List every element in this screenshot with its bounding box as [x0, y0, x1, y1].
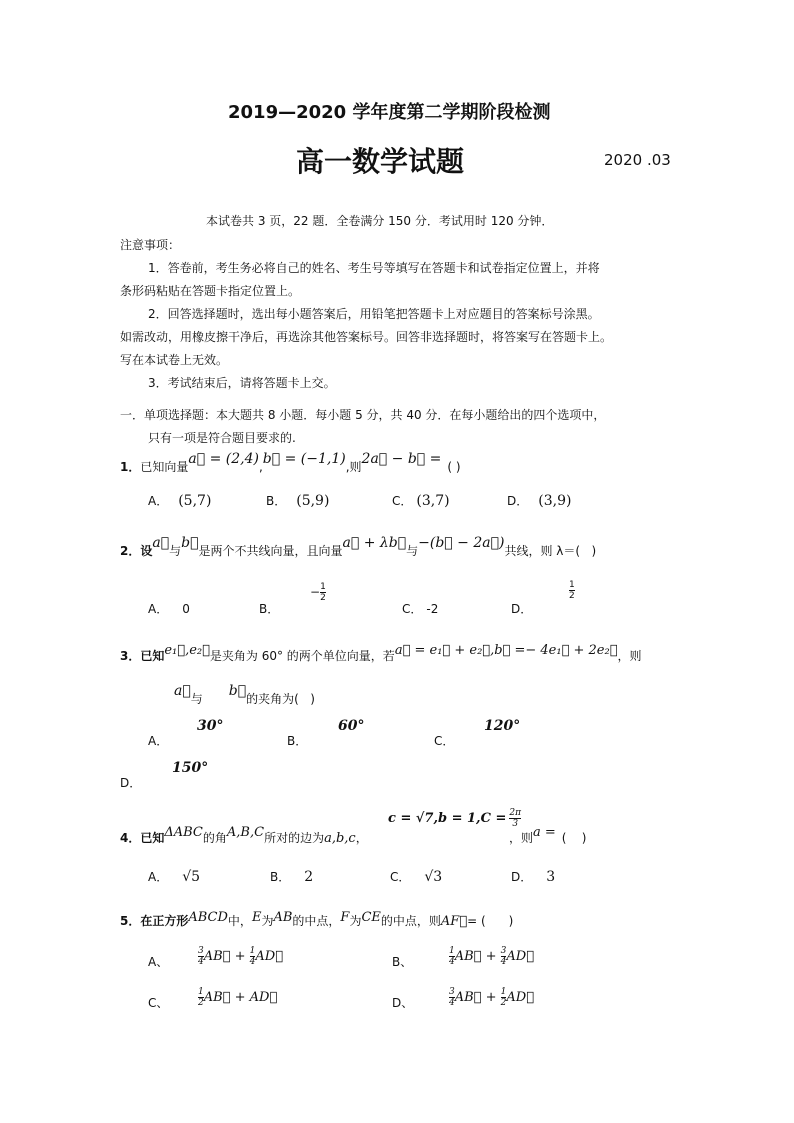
option-label: D．: [507, 494, 529, 508]
question-text: ,则: [345, 460, 362, 474]
math-expression: a⃗ + λb⃗: [342, 535, 407, 551]
option-b-value: [310, 582, 326, 603]
option-value: (3,9): [538, 493, 572, 509]
fraction: [509, 808, 521, 829]
math-expression: A,B,C: [226, 825, 265, 840]
math-expression: F: [340, 910, 350, 925]
note-2-line-2: 如需改动，用橡皮擦干净后，再选涂其他答案标号。回答非选择题时，将答案写在答题卡上。: [120, 330, 613, 344]
question-text: 的夹角为( ): [246, 692, 315, 706]
question-text: 中，: [227, 914, 252, 928]
option-value: 0: [182, 602, 190, 616]
numerator: 3: [198, 946, 204, 956]
question-number: 2．设: [120, 544, 153, 558]
option-label: C．: [402, 602, 423, 616]
option-value: (3,7): [416, 493, 450, 509]
option-value: 3: [546, 869, 556, 885]
numerator: 3: [449, 987, 455, 997]
option-label: C．: [434, 734, 455, 748]
question-1: [120, 451, 461, 475]
numerator: 2π: [509, 808, 522, 818]
math-expression: ΔABC: [164, 825, 203, 840]
separator: ,: [258, 460, 263, 474]
question-number: 4．已知: [120, 831, 165, 845]
option-d[interactable]: [507, 492, 571, 509]
option-label: D．: [511, 602, 533, 616]
math-expression: ABCD: [188, 910, 228, 925]
option-a-value: [198, 946, 283, 967]
option-c-value: 120°: [484, 718, 521, 734]
denominator: 4: [198, 957, 204, 967]
denominator: 2: [198, 998, 204, 1008]
denominator: 2: [500, 998, 507, 1008]
notes-label: 注意事项：: [120, 238, 181, 252]
plus-sign: +: [230, 990, 250, 1005]
question-text: ，: [355, 831, 368, 845]
question-text: ，则: [617, 649, 642, 663]
question-4: [120, 825, 368, 846]
minus-sign: −: [310, 585, 321, 599]
question-3: [120, 643, 642, 664]
denominator: 2: [320, 593, 326, 603]
option-a[interactable]: [148, 600, 190, 617]
option-label: A．: [148, 870, 169, 884]
question-text: 共线，则 λ＝( ): [504, 544, 597, 558]
option-value: (5,9): [296, 493, 330, 509]
option-a[interactable]: [148, 492, 211, 509]
question-text: 的角: [202, 831, 227, 845]
option-b-value: 60°: [338, 718, 365, 734]
numerator: 3: [500, 946, 507, 956]
note-1-line-2: 条形码粘贴在答题卡指定位置上。: [120, 284, 301, 298]
option-label: D．: [120, 776, 142, 790]
question-4-condition: [388, 808, 521, 829]
option-a-value: 30°: [197, 718, 224, 734]
exam-subject-title: 高一数学试题: [296, 145, 465, 178]
vector: AD⃗: [249, 990, 278, 1005]
option-label: D、: [392, 996, 414, 1010]
option-label: B．: [270, 870, 291, 884]
option-a[interactable]: [148, 953, 168, 970]
note-2-line-1: 2．回答选择题时，选出每小题答案后，用铅笔把答题卡上对应题目的答案标号涂黑。: [148, 307, 600, 321]
denominator: 4: [249, 957, 256, 967]
question-text: 的中点，则: [380, 914, 441, 928]
exam-year-title: 2019—2020 学年度第二学期阶段检测: [228, 102, 551, 123]
note-2-line-3: 写在本试卷上无效。: [120, 353, 229, 367]
option-d[interactable]: [120, 774, 141, 791]
option-b[interactable]: [392, 953, 412, 970]
option-b[interactable]: [266, 492, 329, 509]
answer-blank: = ( ): [467, 914, 514, 928]
note-3: 3．考试结束后，请将答题卡上交。: [148, 376, 336, 390]
option-d-value: 150°: [172, 760, 209, 776]
denominator: 4: [449, 998, 455, 1008]
option-b[interactable]: [259, 600, 279, 617]
option-d-value: [569, 580, 575, 601]
option-value: √3: [424, 869, 443, 885]
question-text: 为: [349, 914, 362, 928]
question-text: 与: [406, 544, 419, 558]
math-expression: e₁⃗,e₂⃗: [164, 643, 210, 658]
option-c-value: [198, 987, 277, 1008]
numerator: 1: [249, 946, 256, 956]
math-expression: a =: [533, 825, 556, 840]
denominator: 3: [512, 819, 519, 829]
math-expression: 2a⃗ − b⃗ =: [361, 451, 442, 467]
exam-summary: 本试卷共 3 页，22 题．全卷满分 150 分．考试用时 120 分钟．: [206, 214, 554, 228]
math-expression: −(b⃗ − 2a⃗): [418, 535, 505, 551]
option-value: 2: [304, 869, 314, 885]
plus-sign: +: [481, 990, 501, 1005]
question-5: [120, 912, 513, 929]
vector: AD⃗: [506, 949, 535, 964]
denominator: 4: [449, 957, 455, 967]
question-text: 是两个不共线向量，且向量: [198, 544, 343, 558]
option-label: C．: [390, 870, 411, 884]
option-label: B．: [259, 602, 280, 616]
question-text: 与: [190, 692, 203, 706]
option-value: √5: [182, 869, 201, 885]
vector: AB⃗: [203, 990, 231, 1005]
math-expression: AF⃗: [440, 914, 468, 929]
question-number: 5．在正方形: [120, 914, 189, 928]
option-c[interactable]: [402, 600, 438, 617]
numerator: 1: [449, 946, 455, 956]
answer-blank: ( ): [561, 831, 587, 845]
math-expression: E: [251, 910, 262, 925]
option-d-value: [449, 987, 534, 1008]
section-1-heading-line-2: 只有一项是符合题目要求的.: [148, 431, 296, 445]
option-d[interactable]: [511, 868, 555, 885]
math-expression: a⃗ = (2,4): [188, 451, 259, 467]
option-d[interactable]: [392, 994, 413, 1011]
math-expression: a⃗ = e₁⃗ + e₂⃗,b⃗ =− 4e₁⃗ + 2e₂⃗: [394, 643, 618, 658]
math-expression: AB: [273, 910, 293, 925]
option-label: C、: [148, 996, 169, 1010]
option-b[interactable]: [287, 732, 307, 749]
question-text: 是夹角为 60° 的两个单位向量，若: [209, 649, 395, 663]
question-text: 所对的边为: [264, 831, 325, 845]
answer-blank: ( ): [447, 460, 461, 474]
question-text: 已知向量: [140, 460, 189, 474]
denominator: 4: [500, 957, 507, 967]
option-label: B．: [287, 734, 308, 748]
vector: AB⃗: [203, 949, 231, 964]
question-number: 3．已知: [120, 649, 165, 663]
vector: AD⃗: [506, 990, 535, 1005]
numerator: 1: [500, 987, 507, 997]
question-text: ，则: [509, 831, 534, 845]
numerator: 1: [320, 582, 326, 592]
option-c[interactable]: [148, 994, 168, 1011]
option-value: -2: [426, 602, 439, 616]
section-1-heading-line-1: 一．单项选择题：本大题共 8 小题．每小题 5 分，共 40 分．在每小题给出的四个选项中，: [120, 408, 606, 422]
question-2: [120, 535, 597, 559]
question-number: 1．: [120, 460, 141, 474]
option-label: A．: [148, 494, 169, 508]
vector: AB⃗: [454, 949, 482, 964]
question-3-continued: [174, 683, 315, 707]
question-text: 与: [169, 544, 182, 558]
math-expression: c = √7,b = 1,C =: [388, 811, 507, 826]
option-label: B．: [266, 494, 287, 508]
math-expression: a,b,c: [324, 831, 356, 846]
option-label: B、: [392, 955, 413, 969]
option-label: A．: [148, 602, 169, 616]
question-text: 的中点，: [292, 914, 341, 928]
option-b[interactable]: [270, 868, 313, 885]
option-a[interactable]: [148, 732, 168, 749]
math-expression: b⃗: [181, 535, 199, 551]
math-expression: CE: [361, 910, 381, 925]
fraction: [320, 582, 326, 603]
option-label: C．: [392, 494, 413, 508]
math-expression: a⃗: [174, 683, 191, 699]
option-label: A、: [148, 955, 169, 969]
option-b-value: [449, 946, 534, 967]
math-expression: b⃗ = (−1,1): [262, 451, 346, 467]
option-label: A．: [148, 734, 169, 748]
plus-sign: +: [481, 949, 501, 964]
note-1-line-1: 1．答卷前，考生务必将自己的姓名、考生号等填写在答题卡和试卷指定位置上，并将: [148, 261, 600, 275]
numerator: 1: [198, 987, 204, 997]
vector: AB⃗: [454, 990, 482, 1005]
option-value: (5,7): [178, 493, 212, 509]
fraction: [569, 580, 575, 601]
math-expression: b⃗: [228, 683, 247, 699]
exam-date: 2020 .03: [604, 151, 671, 169]
question-4-ask: [509, 825, 587, 846]
option-c[interactable]: [390, 868, 442, 885]
denominator: 2: [569, 591, 575, 601]
option-label: D．: [511, 870, 533, 884]
math-expression: a⃗: [152, 535, 170, 551]
option-c[interactable]: [392, 492, 450, 509]
plus-sign: +: [230, 949, 250, 964]
option-a[interactable]: [148, 868, 200, 885]
numerator: 1: [569, 580, 575, 590]
option-d[interactable]: [511, 600, 532, 617]
question-text: 为: [261, 914, 274, 928]
vector: AD⃗: [255, 949, 284, 964]
option-c[interactable]: [434, 732, 454, 749]
